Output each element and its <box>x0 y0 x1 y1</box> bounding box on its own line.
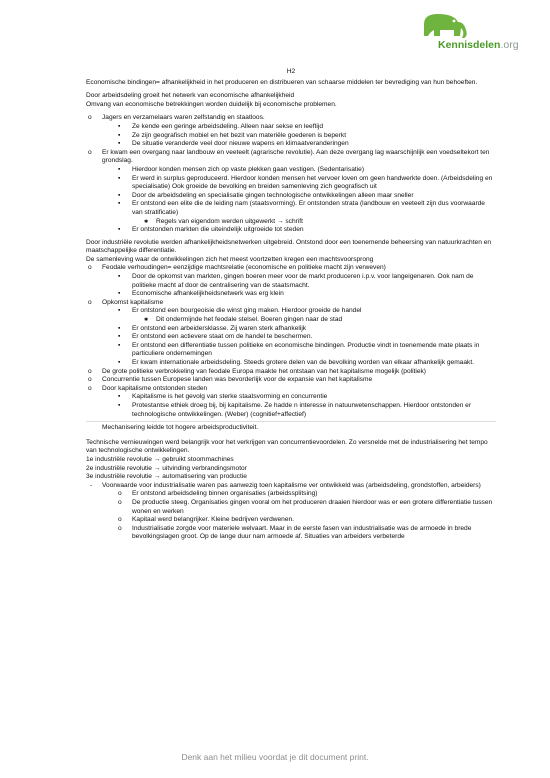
list-item-text: Feodale verhoudingen= eenzijdige machtsrelatie (economische en politieke macht zijn verweven) <box>102 264 386 272</box>
bullet-o: o <box>88 384 92 392</box>
list-item <box>86 393 496 402</box>
bullet-square: ▪ <box>118 333 121 341</box>
bullet-square: ▪ <box>118 273 121 281</box>
list-item-text: Er ontstond arbeidsdeling binnen organisaties (arbeidssplitsing) <box>132 490 318 498</box>
list-item-text: Ze zijn geografisch mobiel en het bezit van materiële goederen is beperkt <box>132 131 347 139</box>
list-item-text: Kapitaal werd belangrijker. Kleine bedrijven verdwenen. <box>132 516 295 524</box>
list-item <box>86 359 496 368</box>
paragraph-line: Omvang van economische betrekkingen worden duidelijk bij economische problemen. <box>86 100 337 108</box>
list-item <box>86 525 496 542</box>
list-item-text: Dit ondermijnde het feodale stelsel. Boeren gingen naar de stad <box>156 316 343 324</box>
kennisdelen-logo[interactable] <box>410 10 538 51</box>
bullet-square: ▪ <box>118 290 121 298</box>
list-item <box>86 114 496 123</box>
bullet-square: ▪ <box>118 401 121 409</box>
list-industrialisatie <box>86 482 496 542</box>
paragraph-industriele-revolutie <box>86 239 496 265</box>
paragraph-arbeidsdeling <box>86 92 496 109</box>
list-item-text: De grote politieke verbrokkeling van feodale Europa maakte het ontstaan van het kapitalisme mogelijk (politiek) <box>102 367 427 375</box>
list-item-text: Industrialisatie zorgde voor materiele welvaart. Maar in de eerste fasen van industrialisatie was de armoede in brede bevolkingslagen groot. Op de lange duur nam armoede af. Situaties van arbeiders verbeterde <box>132 524 472 541</box>
list-item-text: Opkomst kapitalisme <box>102 298 164 306</box>
elephant-icon <box>414 10 474 40</box>
paragraph-line: De samenleving waar de ontwikkelingen zich het meest voortzetten kregen een machtsvoorsprong <box>86 255 374 263</box>
bullet-o: o <box>88 114 92 122</box>
list-item-text: Door kapitalisme ontstonden steden <box>102 384 208 392</box>
revolutie-3: 3e industriële revolutie → automatisering van productie <box>86 473 247 481</box>
paragraph-technische-vernieuwingen: Technische vernieuwingen werd belangrijk voor het verkrijgen van concurrentievoordelen. Zo versnelde met de industrialisering het tempo van technologische ontwikkelingen. <box>86 438 488 455</box>
bullet-star: ✱ <box>144 218 149 225</box>
list-item-text: Er ontstonden markten die uiteindelijk uitgroeide tot steden <box>132 226 304 234</box>
footer-note: Denk aan het milieu voordat je dit document print. <box>181 752 369 762</box>
list-item <box>86 376 496 385</box>
bullet-o: o <box>88 264 92 272</box>
list-jagers-landbouw <box>86 114 496 234</box>
logo-text <box>438 39 519 51</box>
list-item <box>86 264 496 273</box>
paragraph-economische-bindingen: Economische bindingen= afhankelijkheid in het produceren en distribueren van schaarse middelen ter bevrediging van hun behoeften. <box>86 78 478 86</box>
list-item-text: Door de opkomst van markten, gingen boeren meer voor de markt produceren i.p.v. voor langeigenaren. Ook nam de politieke macht af door de centralisering van de staatsmacht. <box>132 273 474 289</box>
bullet-square: ▪ <box>118 165 121 173</box>
chapter-title: H2 <box>286 68 296 75</box>
bullet-o: o <box>118 498 122 506</box>
list-item-text: Er ontstond een arbeidersklasse. Zij waren sterk afhankelijk <box>132 324 307 332</box>
paragraph-line: Door arbeidsdeling groeit het netwerk van economische afhankelijkheid <box>86 92 295 100</box>
logo-part-delen: delen <box>473 39 501 51</box>
list-item-text: Er ontstond een differentiatie tussen politieke en economische bindingen. Productie vindt in toenemende mate plaats in particuliere ondernemingen <box>132 341 480 358</box>
mechanisering-note: Mechanisering leidde tot hogere arbeidsproductiviteit. <box>86 421 496 433</box>
bullet-o: o <box>118 516 122 524</box>
list-item <box>86 273 496 290</box>
list-item-text: De productie steeg. Organisaties gingen vooral om het produceren draaien hierdoor was er een grotere differentiatie tussen wonen en werken <box>132 498 493 515</box>
list-item-text: Er ontstond een elite die de leiding nam (staatsvorming). Er ontstonden strata (landbouw en veeteelt zijn dus voorwaarde van stratificatie) <box>132 200 485 216</box>
list-item-text: Er ontstond een bourgeoisie die winst ging maken. Hierdoor groeide de handel <box>132 307 362 315</box>
list-item-text: Voorwaarde voor industrialisatie waren pas aanwezig toen kapitalisme ver ontwikkeld was (arbeidsdeling, grondstoffen, arbeiders) <box>102 481 481 489</box>
bullet-square: ▪ <box>118 140 121 148</box>
bullet-square: ▪ <box>118 393 121 401</box>
list-item <box>86 200 496 217</box>
list-item <box>86 307 496 316</box>
list-item-text: Door de arbeidsdeling en specialisatie gingen technologische ontwikkelingen alleen maar sneller <box>132 191 414 199</box>
list-item <box>86 499 496 516</box>
list-item-text: Er kwam een overgang naar landbouw en veeteelt (agrarische revolutie). Aan deze overgang lag waarschijnlijk een voedseltekort ten grondslag. <box>102 148 490 165</box>
bullet-square: ▪ <box>118 200 121 208</box>
list-item <box>86 123 496 132</box>
list-item <box>86 299 496 308</box>
list-feodaal-kapitalisme <box>86 264 496 419</box>
logo-part-org: .org <box>500 39 519 51</box>
list-item <box>86 402 496 419</box>
list-item <box>86 342 496 359</box>
bullet-dash: - <box>90 481 93 489</box>
bullet-square: ▪ <box>118 359 121 366</box>
bullet-o: o <box>88 367 92 375</box>
list-item <box>86 175 496 192</box>
list-item <box>86 166 496 175</box>
list-item <box>86 192 496 201</box>
list-item-text: Concurrentie tussen Europese landen was bevorderlijk voor de expansie van het kapitalisme <box>102 376 373 384</box>
list-item <box>86 490 496 499</box>
list-item-text: Er kwam internationale arbeidsdeling. Steeds grotere delen van de bevolking worden van elkaar afhankelijk gemaakt. <box>132 359 474 366</box>
list-item <box>86 316 496 325</box>
list-item-text: Hierdoor konden mensen zich op vaste plekken gaan vestigen. (Sedentarisatie) <box>132 165 365 173</box>
bullet-square: ▪ <box>118 324 121 332</box>
bullet-o: o <box>88 376 92 384</box>
list-item-text: Kapitalisme is het gevolg van sterke staatsvorming en concurrentie <box>132 393 328 401</box>
bullet-square: ▪ <box>118 226 121 234</box>
list-item <box>86 226 496 235</box>
revolutie-1: 1e industriële revolutie → gebruikt stoommachines <box>86 455 234 463</box>
list-item <box>86 218 496 227</box>
list-item-text: Jagers en verzamelaars waren zelfstandig en staatloos. <box>102 114 265 122</box>
list-item <box>86 482 496 491</box>
bullet-square: ▪ <box>118 131 121 139</box>
list-item-text: Er werd in surplus geproduceerd. Hierdoor konden mensen het vervoer loven om geen handwerkte doen. (Arbeidsdeling en specialisatie) Ook groeide de bevolking en breiden samenleving zich geografisch uit <box>132 174 493 191</box>
list-item-text: Economische afhankelijkheidsnetwerk was erg klein <box>132 290 284 298</box>
list-item-text: Ze kende een geringe arbeidsdeling. Alleen naar sekse en leeftijd <box>132 122 323 130</box>
list-item-text: Er ontstond een actievere staat om de handel te beschermen. <box>132 333 313 341</box>
bullet-square: ▪ <box>118 191 121 199</box>
bullet-o: o <box>88 148 92 156</box>
list-item <box>86 333 496 342</box>
list-item <box>86 385 496 394</box>
bullet-o: o <box>88 298 92 306</box>
list-item-text: De situatie veranderde veel door nieuwe wapens en klimaatveranderingen <box>132 140 349 148</box>
bullet-o: o <box>118 490 122 498</box>
list-item <box>86 132 496 141</box>
list-item-text: Regels van eigendom werden uitgewerkt → schrift <box>156 217 303 225</box>
list-item <box>86 516 496 525</box>
bullet-square: ▪ <box>118 307 121 315</box>
list-item <box>86 368 496 377</box>
paragraph-line: Door industriële revolutie werden afhankelijkheidsnetwerken uitgebreid. Ontstond door een toenemende beheersing van natuurkrachten en maatschappelijke differentiatie. <box>86 238 492 255</box>
list-item <box>86 149 496 166</box>
bullet-square: ▪ <box>118 122 121 130</box>
bullet-square: ▪ <box>118 174 121 182</box>
list-item <box>86 290 496 299</box>
list-item-text: Protestantse ethiek droeg bij, bij kapitalisme. Ze hadde n interesse in natuurwetenschappen. Hierdoor ontstonden er technologische ontwikkelingen. (Weber) (cognitief+affectief) <box>132 401 472 418</box>
revolutie-2: 2e industriële revolutie → uitvinding verbrandingsmotor <box>86 464 247 472</box>
bullet-square: ▪ <box>118 341 121 349</box>
list-item <box>86 325 496 334</box>
list-item <box>86 140 496 149</box>
logo-part-kennis: Kennis <box>438 39 474 51</box>
document-body <box>86 68 496 542</box>
bullet-star: ✱ <box>144 317 149 324</box>
bullet-o: o <box>118 524 122 532</box>
